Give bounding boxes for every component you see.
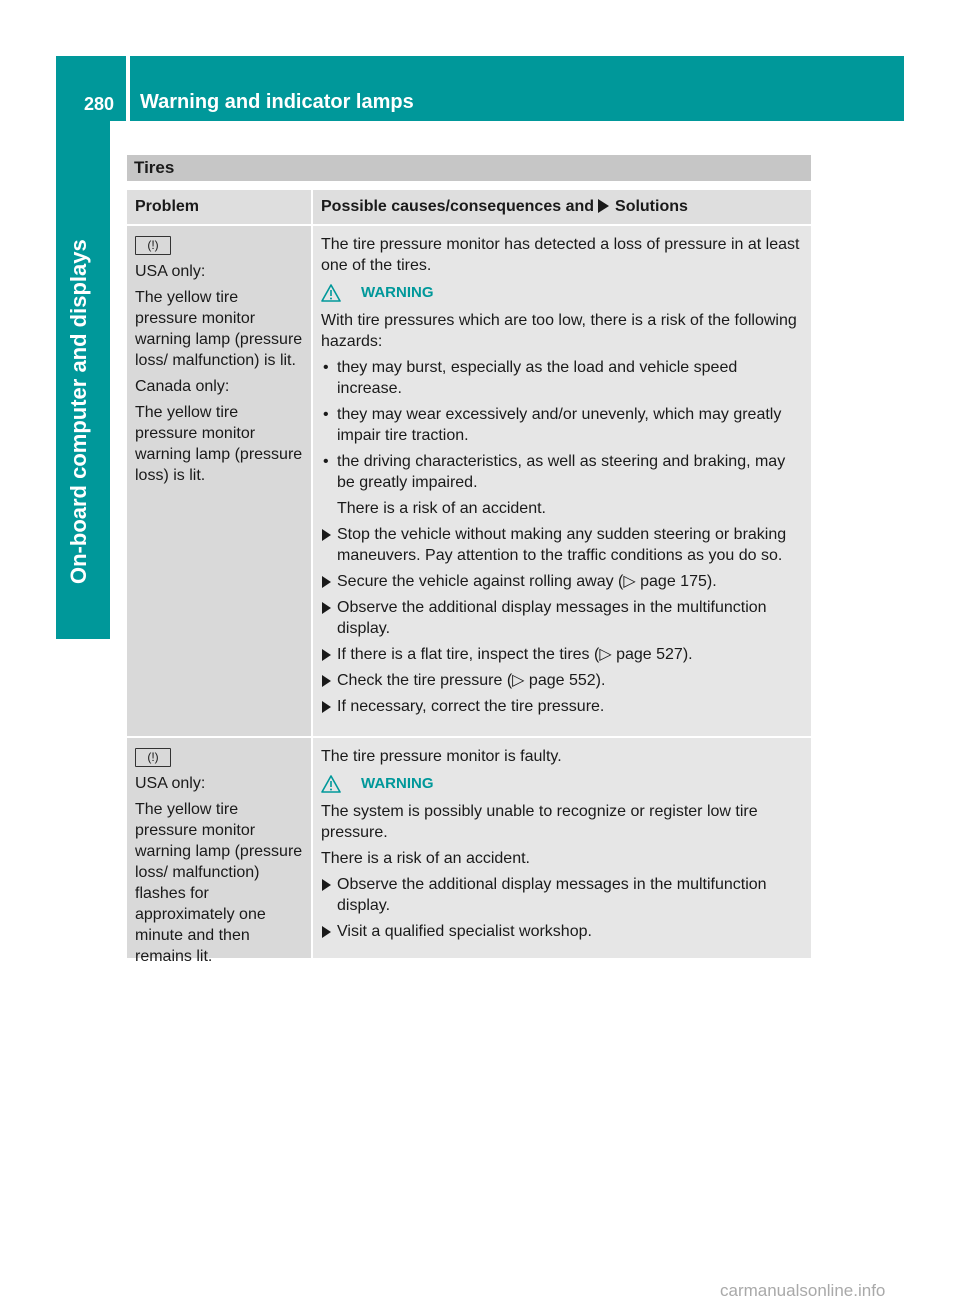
problem-cell	[127, 226, 313, 736]
section-title: Tires	[127, 155, 811, 181]
action-step: Secure the vehicle against rolling away (▷ page 175).	[321, 571, 803, 592]
header-problem: Problem	[127, 190, 313, 224]
warning-label: WARNING	[361, 775, 434, 792]
solutions-arrow-icon	[598, 199, 609, 213]
problem-text: USA only:	[135, 775, 206, 792]
problem-text: USA only:	[135, 263, 206, 280]
action-step: Stop the vehicle without making any sudden steering or braking maneuvers. Pay attention to the traffic conditions as you do so.	[321, 524, 803, 566]
header-solutions	[313, 190, 811, 224]
chapter-title: On-board computer and displays	[66, 239, 91, 584]
cause-text: The tire pressure monitor has detected a loss of pressure in at least one of the tires.	[321, 236, 800, 274]
problem-cell	[127, 738, 313, 965]
warning-text: The system is possibly unable to recognize or register low tire pressure.	[321, 803, 758, 841]
risk-text: There is a risk of an accident.	[337, 500, 546, 517]
page-number: 280	[84, 94, 115, 114]
action-step: Visit a qualified specialist workshop.	[321, 921, 803, 942]
warning-label: WARNING	[361, 284, 434, 301]
hazard-bullet: • they may wear excessively and/or unevenly, which may greatly impair tire traction.	[321, 404, 803, 446]
problem-text: Canada only:	[135, 378, 230, 395]
problem-table	[127, 190, 811, 965]
watermark: carmanualsonline.info	[720, 1281, 886, 1300]
solution-cell	[313, 226, 811, 736]
action-step: Observe the additional display messages in the multifunction display.	[321, 597, 803, 639]
page-title: Warning and indicator lamps	[140, 91, 414, 113]
table-row	[127, 226, 811, 738]
warning-heading	[321, 773, 803, 794]
warning-triangle-icon	[321, 284, 341, 302]
header-solutions-pre: Possible causes/consequences and	[321, 198, 595, 215]
header-solutions-post: Solutions	[615, 198, 688, 215]
problem-text: The yellow tire pressure monitor warning lamp (pressure loss/ malfunction) flashes for approximately one minute and then remains lit.	[135, 801, 303, 965]
solution-cell	[313, 738, 811, 958]
problem-text: The yellow tire pressure monitor warning lamp (pressure loss) is lit.	[135, 404, 303, 484]
warning-triangle-icon	[321, 775, 341, 793]
warning-text: With tire pressures which are too low, there is a risk of the following hazards:	[321, 312, 797, 350]
risk-text: There is a risk of an accident.	[321, 850, 530, 867]
hazard-bullet: • the driving characteristics, as well as steering and braking, may be greatly impaired.	[321, 451, 803, 493]
problem-text: The yellow tire pressure monitor warning lamp (pressure loss/ malfunction) is lit.	[135, 289, 303, 369]
action-step: If there is a flat tire, inspect the tires (▷ page 527).	[321, 644, 803, 665]
action-step: If necessary, correct the tire pressure.	[321, 696, 803, 717]
table-row	[127, 738, 811, 965]
action-step: Observe the additional display messages in the multifunction display.	[321, 874, 803, 916]
table-header-row	[127, 190, 811, 226]
tire-pressure-lamp-icon: (!)	[135, 236, 171, 255]
cause-text: The tire pressure monitor is faulty.	[321, 748, 562, 765]
warning-heading	[321, 282, 803, 303]
hazard-bullet: • they may burst, especially as the load and vehicle speed increase.	[321, 357, 803, 399]
tire-pressure-lamp-icon: (!)	[135, 748, 171, 767]
action-step: Check the tire pressure (▷ page 552).	[321, 670, 803, 691]
